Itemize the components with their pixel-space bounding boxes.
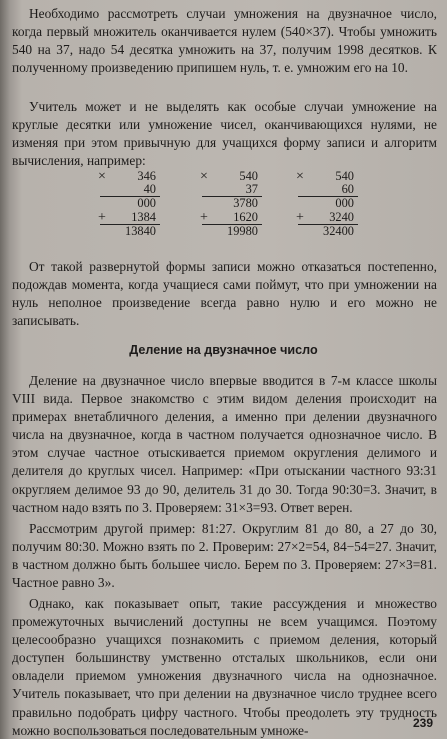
plus-sign: + bbox=[296, 209, 304, 225]
product: 13840 bbox=[125, 223, 156, 238]
partial-product-1: 3780 bbox=[233, 196, 258, 211]
multiplicand: 540 bbox=[335, 169, 354, 183]
partial-product-1: 000 bbox=[335, 196, 354, 211]
multiplier: 40 bbox=[143, 182, 156, 197]
partial-product-2: 1620 bbox=[233, 209, 258, 224]
paragraph-4: Деление на двузначное число впервые вводится в 7-м классе школы VIII вида. Первое знакомство с этим видом деления происходит на примерах внетабличного деления, а именно при делении двузначного числа на двузначное, когда в частном получается однозначное число. В этом случае частное отыскивается приемом округления делимого и делителя до круглых чисел. Например: «При отыскании частного 93:31 округляем делимое 93 до 90, делитель 31 до 30. Тогда 90:30=3. Значит, в частном надо взять по 3. Проверяем: 31×3=93. Ответ верен. bbox=[12, 373, 437, 515]
partial-product-2: 3240 bbox=[329, 209, 354, 224]
paragraph-3: От такой развернутой формы записи можно отказаться постепенно, подождав момента, когда учащиеся сами поймут, что при умножении на нуль неполное произведение всегда равно нулю и его можно не записывать. bbox=[12, 259, 437, 329]
plus-sign: + bbox=[200, 209, 208, 225]
product: 32400 bbox=[323, 223, 354, 238]
partial-product-1: 000 bbox=[137, 196, 156, 211]
paragraph-1: Необходимо рассмотреть случаи умножения на двузначное число, когда первый множитель оканчивается нулем (540×37). Чтобы умножить 540 на 37, надо 54 десятка умножить на 37, получим 1998 десятков. К полученному произведению припишем нуль, т. е. умножим его на 10. bbox=[12, 6, 437, 76]
times-sign: × bbox=[200, 169, 208, 184]
paragraph-5: Рассмотрим другой пример: 81:27. Округлим 81 до 80, а 27 до 30, получим 80:30. Можно взять по 2. Проверим: 27×2=54, 84−54=27. Значит, в частном должно быть большее число. Берем по 3. Проверяем: 27×3=81. Частное равно 3». bbox=[12, 521, 437, 591]
multiplier: 60 bbox=[341, 182, 354, 197]
partial-product-2: 1384 bbox=[131, 209, 156, 224]
times-sign: × bbox=[98, 169, 106, 184]
paragraph-6: Однако, как показывает опыт, такие рассуждения и множество промежуточных вычислений доступны не всем учащимся. Поэтому целесообразно учащихся познакомить с приемом деления, который доступен большинству умственно отсталых школьников, если они овладели приемом умножения двузначного числа на однозначное. Учитель показывает, что при делении на двузначное число труднее всего правильно подобрать цифру частного. Чтобы преодолеть эту трудность можно воспользоваться последовательным умноже- bbox=[12, 596, 437, 738]
calculation-3 bbox=[296, 170, 358, 238]
multiplicand: 540 bbox=[239, 169, 258, 183]
page-number: 239 bbox=[412, 716, 433, 730]
multiplier: 37 bbox=[245, 182, 258, 197]
multiplicand: 346 bbox=[137, 169, 156, 183]
plus-sign: + bbox=[98, 209, 106, 225]
calculation-1 bbox=[98, 170, 160, 238]
paragraph-2: Учитель может и не выделять как особые случаи умножение на круглые десятки или умножение чисел, оканчивающихся нулями, не изменяя при этом привычную для учащихся форму записи и алгоритм вычисления, например: bbox=[12, 99, 437, 169]
section-heading: Деление на двузначное число bbox=[129, 343, 318, 357]
product: 19980 bbox=[227, 223, 258, 238]
times-sign: × bbox=[296, 169, 304, 184]
calculation-2 bbox=[200, 170, 262, 238]
